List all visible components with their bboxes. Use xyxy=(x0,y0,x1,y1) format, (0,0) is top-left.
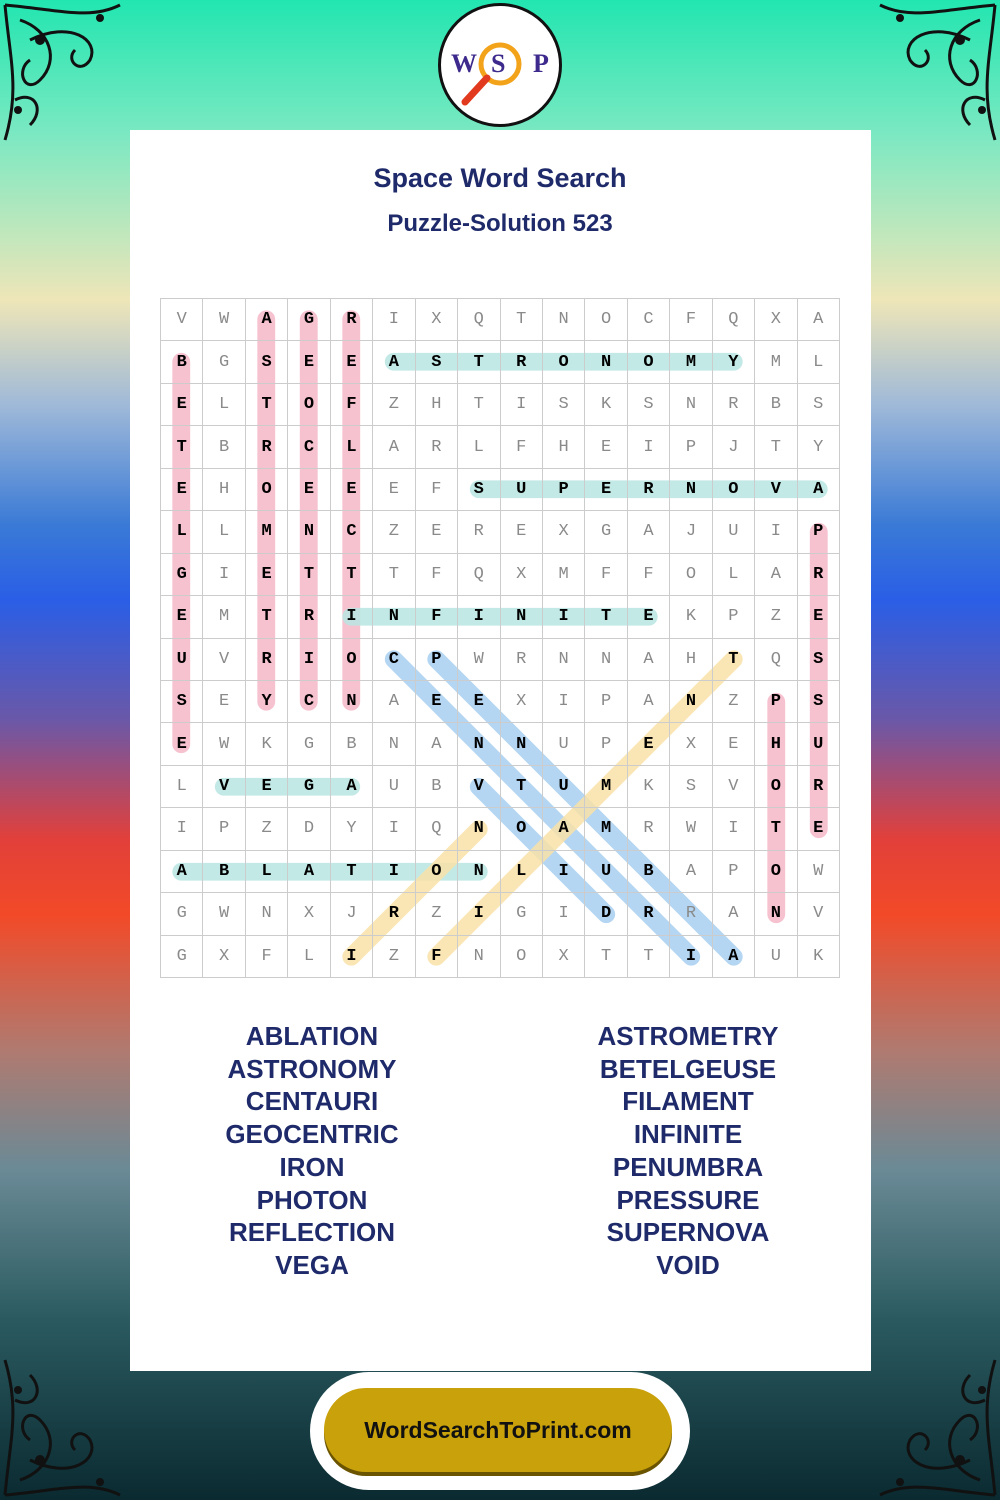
grid-cell[interactable]: X xyxy=(203,936,245,978)
word-list-left xyxy=(162,1020,462,1282)
word-list-item: VOID xyxy=(656,1249,720,1280)
grid-cell[interactable]: C xyxy=(628,299,670,341)
grid-cell[interactable]: R xyxy=(628,469,670,511)
grid-cell[interactable]: Q xyxy=(458,554,500,596)
grid-cell[interactable]: T xyxy=(331,851,373,893)
grid-cell[interactable]: N xyxy=(458,808,500,850)
grid-cell[interactable]: E xyxy=(331,469,373,511)
grid-cell[interactable]: T xyxy=(501,299,543,341)
grid-cell[interactable]: S xyxy=(670,766,712,808)
grid-cell[interactable]: E xyxy=(246,766,288,808)
grid-cell[interactable]: M xyxy=(670,341,712,383)
grid-cell[interactable]: V xyxy=(203,766,245,808)
grid-cell[interactable]: G xyxy=(161,554,203,596)
grid-cell[interactable]: S xyxy=(458,469,500,511)
grid-cell[interactable]: L xyxy=(501,851,543,893)
grid-cell[interactable]: U xyxy=(161,639,203,681)
grid-cell[interactable]: N xyxy=(458,936,500,978)
grid-cell[interactable]: L xyxy=(288,936,330,978)
grid-cell[interactable]: I xyxy=(288,639,330,681)
logo-letter-p: P xyxy=(533,49,549,78)
grid-cell[interactable]: R xyxy=(628,893,670,935)
grid-cell[interactable]: M xyxy=(585,808,627,850)
grid-cell[interactable]: P xyxy=(755,681,797,723)
grid-cell[interactable]: O xyxy=(288,384,330,426)
grid-cell[interactable]: I xyxy=(543,596,585,638)
grid-cell[interactable]: M xyxy=(585,766,627,808)
word-grid xyxy=(160,298,840,978)
grid-cell[interactable]: G xyxy=(501,893,543,935)
word-list-item: ASTRONOMY xyxy=(227,1053,397,1084)
grid-cell[interactable]: R xyxy=(628,808,670,850)
grid-cell[interactable]: R xyxy=(501,341,543,383)
grid-cell[interactable]: Z xyxy=(373,936,415,978)
grid-cell[interactable]: O xyxy=(628,341,670,383)
grid-cell[interactable]: F xyxy=(670,299,712,341)
grid-cell[interactable]: O xyxy=(543,341,585,383)
word-list-item: SUPERNOVA xyxy=(606,1217,770,1248)
grid-cell[interactable]: O xyxy=(755,851,797,893)
grid-cell[interactable]: I xyxy=(373,808,415,850)
grid-cell[interactable]: P xyxy=(585,723,627,765)
grid-cell[interactable]: E xyxy=(585,469,627,511)
grid-cell[interactable]: S xyxy=(543,384,585,426)
grid-cell[interactable]: O xyxy=(755,766,797,808)
grid-cell[interactable]: I xyxy=(161,808,203,850)
grid-cell[interactable]: A xyxy=(755,554,797,596)
grid-cell[interactable]: E xyxy=(798,808,840,850)
grid-cell[interactable]: V xyxy=(203,639,245,681)
grid-cell[interactable]: X xyxy=(755,299,797,341)
grid-cell[interactable]: Q xyxy=(416,808,458,850)
grid-cell[interactable]: C xyxy=(288,681,330,723)
grid-cell[interactable]: Y xyxy=(331,808,373,850)
grid-cell[interactable]: R xyxy=(713,384,755,426)
grid-cell[interactable]: P xyxy=(798,511,840,553)
grid-cell[interactable]: I xyxy=(501,384,543,426)
grid-cell[interactable]: E xyxy=(585,426,627,468)
grid-cell[interactable]: I xyxy=(203,554,245,596)
grid-cell[interactable]: T xyxy=(713,639,755,681)
grid-cell[interactable]: L xyxy=(161,511,203,553)
grid-cell[interactable]: A xyxy=(713,936,755,978)
grid-cell[interactable]: R xyxy=(670,893,712,935)
grid-cell[interactable]: A xyxy=(373,426,415,468)
grid-cell[interactable]: N xyxy=(246,893,288,935)
grid-cell[interactable]: Q xyxy=(458,299,500,341)
grid-cell[interactable]: B xyxy=(416,766,458,808)
grid-cell[interactable]: P xyxy=(670,426,712,468)
grid-cell[interactable]: J xyxy=(331,893,373,935)
grid-cell[interactable]: U xyxy=(755,936,797,978)
grid-cell[interactable]: K xyxy=(798,936,840,978)
grid-cell[interactable]: E xyxy=(288,341,330,383)
word-list-right xyxy=(538,1020,838,1282)
ornament-corner-bottom-left xyxy=(0,1350,150,1500)
grid-cell[interactable]: S xyxy=(798,639,840,681)
grid-cell[interactable]: Z xyxy=(246,808,288,850)
grid-cell[interactable]: Y xyxy=(713,341,755,383)
grid-cell[interactable]: S xyxy=(628,384,670,426)
grid-cell[interactable]: C xyxy=(373,639,415,681)
ornament-corner-top-right xyxy=(850,0,1000,150)
grid-cell[interactable]: I xyxy=(458,893,500,935)
grid-cell[interactable]: R xyxy=(246,426,288,468)
grid-cell[interactable]: T xyxy=(755,426,797,468)
grid-cell[interactable]: H xyxy=(203,469,245,511)
grid-cell[interactable]: I xyxy=(670,936,712,978)
grid-cell[interactable]: Y xyxy=(246,681,288,723)
grid-cell[interactable]: G xyxy=(288,723,330,765)
grid-cell[interactable]: L xyxy=(203,384,245,426)
grid-cell[interactable]: O xyxy=(670,554,712,596)
word-list-item: ASTROMETRY xyxy=(597,1021,779,1051)
grid-cell[interactable]: O xyxy=(501,808,543,850)
grid-cell[interactable]: S xyxy=(161,681,203,723)
grid-cell[interactable]: E xyxy=(161,723,203,765)
grid-cell[interactable]: I xyxy=(543,851,585,893)
grid-cell[interactable]: I xyxy=(373,299,415,341)
grid-cell[interactable]: A xyxy=(628,511,670,553)
grid-cell[interactable]: X xyxy=(501,681,543,723)
site-link-label[interactable]: WordSearchToPrint.com xyxy=(324,1388,672,1472)
grid-cell[interactable]: A xyxy=(373,341,415,383)
grid-cell[interactable]: L xyxy=(458,426,500,468)
grid-cell[interactable]: I xyxy=(755,511,797,553)
grid-cell[interactable]: N xyxy=(585,639,627,681)
grid-cell[interactable]: R xyxy=(501,639,543,681)
word-list-item: PENUMBRA xyxy=(612,1151,764,1182)
grid-cell[interactable]: I xyxy=(628,426,670,468)
grid-cell[interactable]: B xyxy=(628,851,670,893)
grid-cell[interactable]: K xyxy=(585,384,627,426)
word-list-item: VEGA xyxy=(275,1249,349,1280)
grid-cell[interactable]: E xyxy=(373,469,415,511)
grid-cell[interactable]: F xyxy=(416,469,458,511)
grid-cell[interactable]: P xyxy=(713,851,755,893)
grid-cell[interactable]: E xyxy=(288,469,330,511)
grid-cell[interactable]: X xyxy=(543,511,585,553)
grid-cell[interactable]: T xyxy=(628,936,670,978)
grid-cell[interactable]: D xyxy=(288,808,330,850)
grid-cell[interactable]: X xyxy=(543,936,585,978)
grid-cell[interactable]: F xyxy=(416,554,458,596)
grid-cell[interactable]: M xyxy=(543,554,585,596)
word-list-item: ABLATION xyxy=(245,1021,379,1051)
grid-cell[interactable]: F xyxy=(246,936,288,978)
grid-cell[interactable]: M xyxy=(246,511,288,553)
grid-cell[interactable]: R xyxy=(288,596,330,638)
grid-cell[interactable]: G xyxy=(288,299,330,341)
grid-cell[interactable]: R xyxy=(798,554,840,596)
grid-cell[interactable]: A xyxy=(798,299,840,341)
grid-cell[interactable]: H xyxy=(416,384,458,426)
grid-cell[interactable]: X xyxy=(288,893,330,935)
grid-cell[interactable]: N xyxy=(670,681,712,723)
grid-cell[interactable]: U xyxy=(713,511,755,553)
grid-cell[interactable]: R xyxy=(373,893,415,935)
grid-cell[interactable]: U xyxy=(501,469,543,511)
grid-cell[interactable]: L xyxy=(161,766,203,808)
grid-cell[interactable]: M xyxy=(755,341,797,383)
grid-cell[interactable]: V xyxy=(458,766,500,808)
grid-cell[interactable]: R xyxy=(331,299,373,341)
grid-cell[interactable]: E xyxy=(246,554,288,596)
grid-cell[interactable]: R xyxy=(246,639,288,681)
grid-cell[interactable]: K xyxy=(670,596,712,638)
ornament-corner-bottom-right xyxy=(850,1350,1000,1500)
grid-cell[interactable]: O xyxy=(585,299,627,341)
grid-cell[interactable]: W xyxy=(798,851,840,893)
grid-cell[interactable]: U xyxy=(585,851,627,893)
grid-cell[interactable]: P xyxy=(585,681,627,723)
logo-letter-s: S xyxy=(491,49,506,78)
grid-cell[interactable]: I xyxy=(331,596,373,638)
grid-cell[interactable]: P xyxy=(416,639,458,681)
grid-cell[interactable]: T xyxy=(585,936,627,978)
grid-cell[interactable]: C xyxy=(331,511,373,553)
grid-cell[interactable]: Q xyxy=(713,299,755,341)
grid-cell[interactable]: B xyxy=(203,851,245,893)
grid-cell[interactable]: G xyxy=(161,936,203,978)
grid-cell[interactable]: A xyxy=(246,299,288,341)
grid-cell[interactable]: T xyxy=(501,766,543,808)
grid-cell[interactable]: A xyxy=(288,851,330,893)
grid-cell[interactable]: K xyxy=(246,723,288,765)
grid-cell[interactable]: E xyxy=(713,723,755,765)
grid-cell[interactable]: T xyxy=(585,596,627,638)
grid-cell[interactable]: W xyxy=(203,299,245,341)
grid-cell[interactable]: A xyxy=(161,851,203,893)
grid-cell[interactable]: J xyxy=(670,511,712,553)
word-list-item: GEOCENTRIC xyxy=(225,1119,399,1150)
grid-cell[interactable]: T xyxy=(246,596,288,638)
grid-cell[interactable]: Z xyxy=(713,681,755,723)
grid-cell[interactable]: P xyxy=(713,596,755,638)
grid-cell[interactable]: E xyxy=(331,341,373,383)
grid-cell[interactable]: G xyxy=(288,766,330,808)
grid-cell[interactable]: T xyxy=(288,554,330,596)
grid-cell[interactable]: X xyxy=(501,554,543,596)
grid-cell[interactable]: K xyxy=(628,766,670,808)
grid-cell[interactable]: I xyxy=(713,808,755,850)
grid-cell[interactable]: G xyxy=(585,511,627,553)
grid-cell[interactable]: Z xyxy=(416,893,458,935)
grid-cell[interactable]: J xyxy=(713,426,755,468)
grid-cell[interactable]: M xyxy=(203,596,245,638)
grid-cell[interactable]: W xyxy=(203,893,245,935)
grid-cell[interactable]: V xyxy=(713,766,755,808)
grid-cell[interactable]: W xyxy=(203,723,245,765)
grid-cell[interactable]: A xyxy=(373,681,415,723)
grid-cell[interactable]: F xyxy=(585,554,627,596)
grid-cell[interactable]: L xyxy=(203,511,245,553)
grid-cell[interactable]: H xyxy=(670,639,712,681)
grid-cell[interactable]: A xyxy=(628,639,670,681)
grid-cell[interactable]: Z xyxy=(373,384,415,426)
grid-cell[interactable]: T xyxy=(458,384,500,426)
grid-cell[interactable]: H xyxy=(755,723,797,765)
grid-cell[interactable]: I xyxy=(543,893,585,935)
word-list-item: INFINITE xyxy=(633,1119,743,1150)
grid-cell[interactable]: A xyxy=(670,851,712,893)
grid-cell[interactable]: E xyxy=(501,511,543,553)
grid-cell[interactable]: L xyxy=(246,851,288,893)
logo-letter-w: W xyxy=(451,49,477,78)
grid-cell[interactable]: E xyxy=(203,681,245,723)
grid-cell[interactable]: F xyxy=(416,936,458,978)
grid-cell[interactable]: Y xyxy=(798,426,840,468)
grid-cell[interactable]: F xyxy=(331,384,373,426)
grid-cell[interactable]: B xyxy=(203,426,245,468)
grid-cell[interactable]: X xyxy=(670,723,712,765)
grid-cell[interactable]: O xyxy=(246,469,288,511)
letter-grid xyxy=(160,298,840,978)
grid-cell[interactable]: V xyxy=(755,469,797,511)
word-list-item: REFLECTION xyxy=(228,1217,396,1248)
grid-cell[interactable]: P xyxy=(203,808,245,850)
grid-cell[interactable]: Z xyxy=(373,511,415,553)
grid-cell[interactable]: N xyxy=(458,851,500,893)
word-list-item: CENTAURI xyxy=(245,1086,379,1117)
grid-cell[interactable]: O xyxy=(331,639,373,681)
grid-cell[interactable]: R xyxy=(416,426,458,468)
grid-cell[interactable]: L xyxy=(713,554,755,596)
grid-cell[interactable]: U xyxy=(543,766,585,808)
word-list-item: FILAMENT xyxy=(622,1086,754,1117)
page-title: Space Word Search xyxy=(373,163,627,193)
word-list-item: PHOTON xyxy=(256,1184,368,1215)
grid-cell[interactable]: F xyxy=(628,554,670,596)
grid-cell[interactable]: G xyxy=(161,893,203,935)
grid-cell[interactable]: U xyxy=(798,723,840,765)
grid-cell[interactable]: N xyxy=(755,893,797,935)
grid-cell[interactable]: L xyxy=(798,341,840,383)
grid-cell[interactable]: V xyxy=(798,893,840,935)
grid-cell[interactable]: E xyxy=(416,681,458,723)
grid-cell[interactable]: N xyxy=(543,639,585,681)
grid-cell[interactable]: N xyxy=(670,384,712,426)
grid-cell[interactable]: E xyxy=(161,596,203,638)
grid-cell[interactable]: E xyxy=(416,511,458,553)
grid-cell[interactable]: E xyxy=(628,596,670,638)
grid-cell[interactable]: I xyxy=(373,851,415,893)
grid-cell[interactable]: B xyxy=(755,384,797,426)
grid-cell[interactable]: X xyxy=(416,299,458,341)
grid-cell[interactable]: S xyxy=(416,341,458,383)
grid-cell[interactable]: H xyxy=(543,426,585,468)
grid-cell[interactable]: Q xyxy=(755,639,797,681)
grid-cell[interactable]: B xyxy=(331,723,373,765)
site-link-button[interactable] xyxy=(310,1372,690,1490)
grid-cell[interactable]: S xyxy=(798,384,840,426)
grid-cell[interactable]: A xyxy=(713,893,755,935)
grid-cell[interactable]: T xyxy=(458,341,500,383)
grid-cell[interactable]: P xyxy=(543,469,585,511)
grid-cell[interactable]: N xyxy=(670,469,712,511)
grid-cell[interactable]: E xyxy=(161,469,203,511)
grid-cell[interactable]: N xyxy=(501,723,543,765)
grid-cell[interactable]: A xyxy=(416,723,458,765)
grid-cell[interactable]: E xyxy=(161,384,203,426)
grid-cell[interactable]: R xyxy=(458,511,500,553)
grid-cell[interactable]: I xyxy=(331,936,373,978)
grid-cell[interactable]: F xyxy=(501,426,543,468)
word-list-item: BETELGEUSE xyxy=(599,1053,777,1084)
grid-cell[interactable]: D xyxy=(585,893,627,935)
grid-cell[interactable]: N xyxy=(373,596,415,638)
grid-cell[interactable]: T xyxy=(755,808,797,850)
grid-cell[interactable]: W xyxy=(670,808,712,850)
grid-cell[interactable]: U xyxy=(543,723,585,765)
grid-cell[interactable]: A xyxy=(628,681,670,723)
grid-cell[interactable]: O xyxy=(713,469,755,511)
grid-cell[interactable]: A xyxy=(798,469,840,511)
page-subtitle: Puzzle-Solution 523 xyxy=(387,210,613,237)
grid-cell[interactable]: V xyxy=(161,299,203,341)
grid-cell[interactable]: W xyxy=(458,639,500,681)
grid-cell[interactable]: T xyxy=(331,554,373,596)
ornament-corner-top-left xyxy=(0,0,150,150)
grid-cell[interactable]: N xyxy=(458,723,500,765)
word-list-item: PRESSURE xyxy=(616,1184,760,1215)
grid-cell[interactable]: N xyxy=(373,723,415,765)
grid-cell[interactable]: N xyxy=(543,299,585,341)
grid-cell[interactable]: R xyxy=(798,766,840,808)
grid-cell[interactable]: T xyxy=(161,426,203,468)
grid-cell[interactable]: O xyxy=(416,851,458,893)
grid-cell[interactable]: G xyxy=(203,341,245,383)
grid-cell[interactable]: L xyxy=(331,426,373,468)
grid-cell[interactable]: I xyxy=(543,681,585,723)
grid-cell[interactable]: F xyxy=(416,596,458,638)
grid-cell[interactable]: N xyxy=(331,681,373,723)
grid-cell[interactable]: A xyxy=(543,808,585,850)
grid-cell[interactable]: N xyxy=(288,511,330,553)
grid-cell[interactable]: Z xyxy=(755,596,797,638)
grid-cell[interactable]: E xyxy=(798,596,840,638)
grid-cell[interactable]: U xyxy=(373,766,415,808)
grid-cell[interactable]: N xyxy=(585,341,627,383)
grid-cell[interactable]: E xyxy=(628,723,670,765)
grid-cell[interactable]: T xyxy=(246,384,288,426)
grid-cell[interactable]: E xyxy=(458,681,500,723)
grid-cell[interactable]: S xyxy=(798,681,840,723)
grid-cell[interactable]: O xyxy=(501,936,543,978)
grid-cell[interactable]: N xyxy=(501,596,543,638)
grid-cell[interactable]: B xyxy=(161,341,203,383)
grid-cell[interactable]: S xyxy=(246,341,288,383)
grid-cell[interactable]: C xyxy=(288,426,330,468)
grid-cell[interactable]: I xyxy=(458,596,500,638)
word-list-item: IRON xyxy=(279,1151,345,1182)
grid-cell[interactable]: T xyxy=(373,554,415,596)
wsp-logo[interactable] xyxy=(438,3,562,127)
grid-cell[interactable]: A xyxy=(331,766,373,808)
